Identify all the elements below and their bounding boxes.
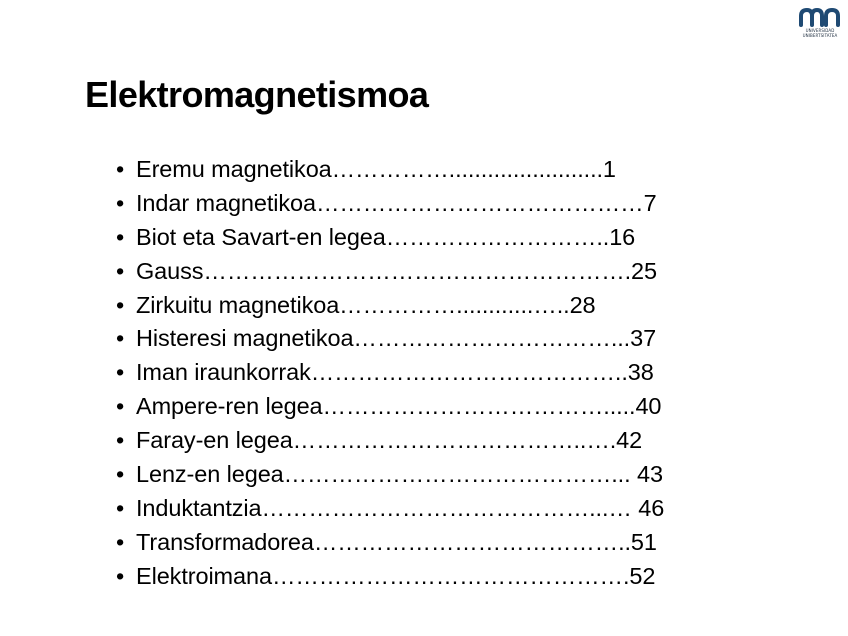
toc-item <box>116 390 664 424</box>
bullet: • <box>116 562 125 589</box>
toc-item <box>116 221 664 255</box>
university-logo <box>798 6 842 40</box>
toc-item <box>116 322 664 356</box>
table-of-contents <box>116 153 664 594</box>
bullet: • <box>116 291 125 318</box>
toc-entry-text: Indar magnetikoa……………………………………7 <box>136 189 657 216</box>
toc-item <box>116 153 664 187</box>
toc-item <box>116 560 664 594</box>
bullet: • <box>116 393 125 420</box>
toc-item <box>116 424 664 458</box>
toc-item <box>116 458 664 492</box>
toc-item <box>116 526 664 560</box>
bullet: • <box>116 494 125 521</box>
toc-entry-text: Faray-en legea………………………………..….42 <box>136 427 643 454</box>
page-title: Elektromagnetismoa <box>85 74 429 115</box>
toc-entry-text: Transformadorea…………………………………..51 <box>136 528 657 555</box>
bullet: • <box>116 223 125 250</box>
toc-item <box>116 255 664 289</box>
logo-text-line1: UNIVERSIDAD <box>805 28 835 33</box>
toc-entry-text: Ampere-ren legea……………………………….....40 <box>136 393 662 420</box>
toc-item <box>116 289 664 323</box>
bullet: • <box>116 325 125 352</box>
bullet: • <box>116 528 125 555</box>
university-logo-icon <box>798 6 842 28</box>
toc-entry-text: Zirkuitu magnetikoa……………............…..28 <box>136 291 596 318</box>
bullet: • <box>116 461 125 488</box>
toc-item <box>116 187 664 221</box>
bullet: • <box>116 427 125 454</box>
toc-item <box>116 356 664 390</box>
toc-entry-text: Elektroimana……………………………………….52 <box>136 562 656 589</box>
toc-item <box>116 492 664 526</box>
bullet: • <box>116 189 125 216</box>
toc-entry-text: Induktantzia……………………………………...… 46 <box>136 494 665 521</box>
toc-entry-text: Gauss……………………………………………….25 <box>136 257 657 284</box>
toc-entry-text: Eremu magnetikoa……………........................1 <box>136 156 616 182</box>
toc-entry-text: Histeresi magnetikoa……………………………...37 <box>136 325 657 352</box>
toc-entry-text: Lenz-en legea……………………………………... 43 <box>136 461 663 488</box>
logo-text-line2: UNIBERTSITATEA <box>802 33 838 38</box>
bullet: • <box>116 156 125 182</box>
toc-entry-text: Biot eta Savart-en legea………………………..16 <box>136 223 636 250</box>
bullet: • <box>116 257 125 284</box>
toc-entry-text: Iman iraunkorrak…………………………………..38 <box>136 359 654 386</box>
bullet: • <box>116 359 125 386</box>
